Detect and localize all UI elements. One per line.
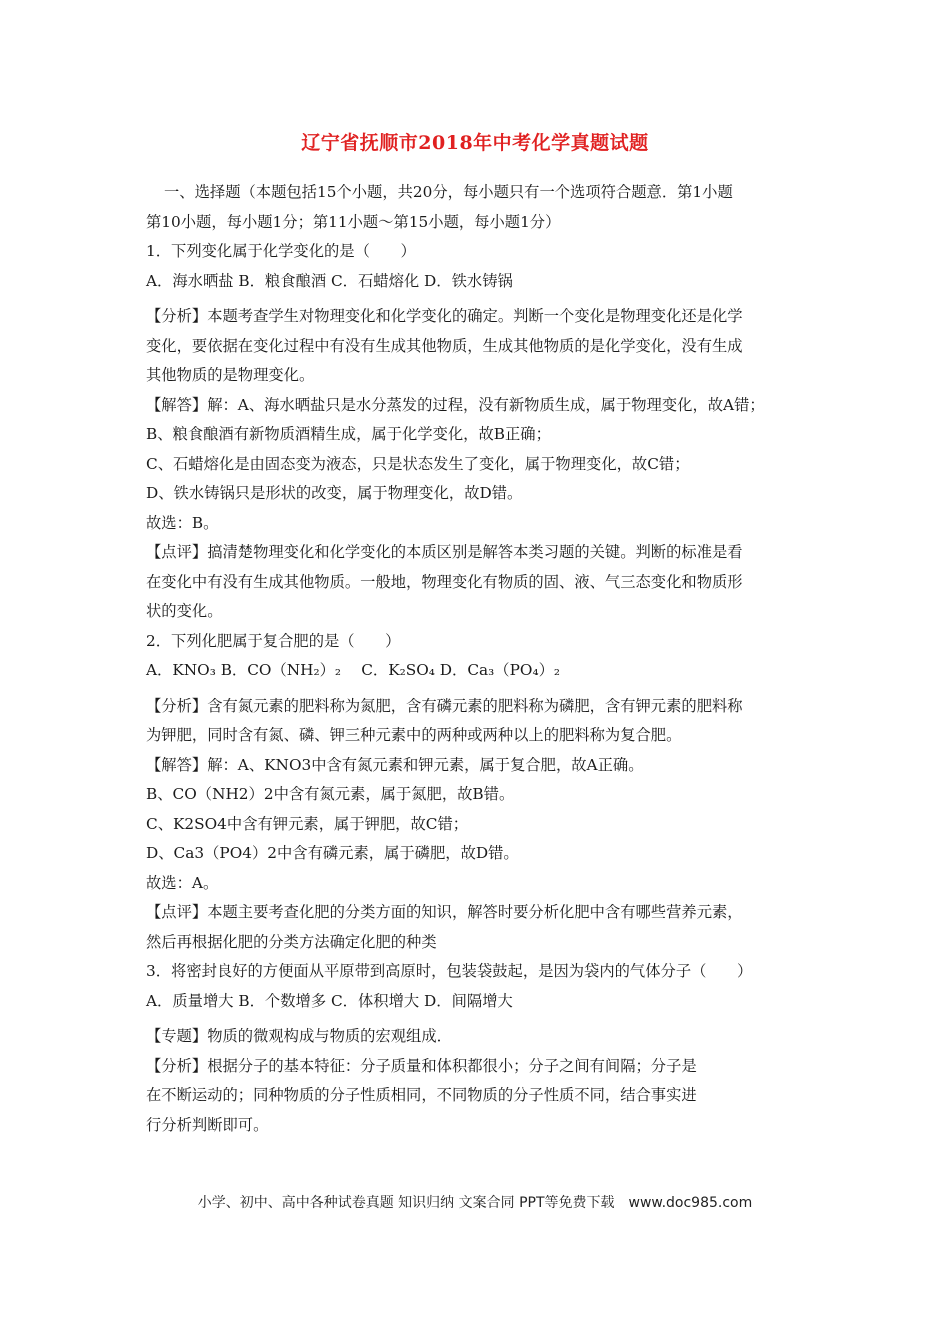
q2-answer-line-3: C、K2SO4中含有钾元素，属于钾肥，故C错；: [146, 814, 469, 833]
q1-analysis-line-2: 变化，要依据在变化过程中有没有生成其他物质，生成其他物质的是化学变化，没有生成: [146, 336, 743, 355]
q1-comment-line-2: 在变化中有没有生成其他物质。一般地，物理变化有物质的固、液、气三态变化和物质形: [146, 572, 743, 591]
question-2-options: A．KNO₃ B．CO（NH₂）₂ C．K₂SO₄ D．Ca₃（PO₄）₂: [146, 661, 561, 679]
q2-answer-line-1: 【解答】解：A、KNO3中含有氮元素和钾元素，属于复合肥，故A正确。: [146, 755, 644, 774]
q3-analysis-line-3: 行分析判断即可。: [146, 1115, 269, 1134]
q2-choice: 故选：A。: [146, 873, 219, 892]
section-heading-line-1: 一、选择题（本题包括15个小题，共20分，每小题只有一个选项符合题意．第1小题: [164, 183, 733, 201]
question-1: 1．下列变化属于化学变化的是（ ）: [146, 242, 416, 260]
question-3: 3．将密封良好的方便面从平原带到高原时，包装袋鼓起，是因为袋内的气体分子（ ）: [146, 962, 753, 980]
q3-topic: 【专题】物质的微观构成与物质的宏观组成．: [146, 1027, 452, 1045]
q1-answer-line-3: C、石蜡熔化是由固态变为液态，只是状态发生了变化，属于物理变化，故C错；: [146, 454, 690, 473]
q2-comment-line-1: 【点评】本题主要考查化肥的分类方面的知识，解答时要分析化肥中含有哪些营养元素，: [146, 903, 743, 921]
q1-comment-line-1: 【点评】搞清楚物理变化和化学变化的本质区别是解答本类习题的关键。判断的标准是看: [146, 543, 743, 561]
q2-analysis-line-1: 【分析】含有氮元素的肥料称为氮肥，含有磷元素的肥料称为磷肥，含有钾元素的肥料称: [146, 696, 743, 715]
q3-analysis-line-1: 【分析】根据分子的基本特征：分子质量和体积都很小；分子之间有间隔；分子是: [146, 1056, 697, 1075]
q2-analysis-line-2: 为钾肥，同时含有氮、磷、钾三种元素中的两种或两种以上的肥料称为复合肥。: [146, 726, 682, 744]
q1-choice: 故选：B。: [146, 513, 219, 532]
q2-answer-line-2: B、CO（NH2）2中含有氮元素，属于氮肥，故B错。: [146, 785, 515, 803]
question-3-options: A．质量增大 B．个数增多 C．体积增大 D．间隔增大: [146, 991, 513, 1010]
page-footer: 小学、初中、高中各种试卷真题 知识归纳 文案合同 PPT等免费下载 www.doc985.com: [197, 1195, 753, 1211]
question-1-options: A．海水晒盐 B．粮食酿酒 C．石蜡熔化 D．铁水铸锅: [146, 271, 513, 290]
q1-analysis-line-1: 【分析】本题考查学生对物理变化和化学变化的确定。判断一个变化是物理变化还是化学: [146, 307, 743, 325]
page-title: 辽宁省抚顺市2018年中考化学真题试题: [301, 132, 649, 154]
q1-comment-line-3: 状的变化。: [146, 602, 223, 620]
q1-answer-line-4: D、铁水铸锅只是形状的改变，属于物理变化，故D错。: [146, 484, 523, 502]
q1-answer-line-1: 【解答】解：A、海水晒盐只是水分蒸发的过程，没有新物质生成，属于物理变化，故A错；: [146, 395, 765, 414]
question-2: 2．下列化肥属于复合肥的是（ ）: [146, 631, 401, 650]
q1-analysis-line-3: 其他物质的是物理变化。: [146, 366, 315, 384]
q1-answer-line-2: B、粮食酿酒有新物质酒精生成，属于化学变化，故B正确；: [146, 425, 551, 443]
q2-answer-line-4: D、Ca3（PO4）2中含有磷元素，属于磷肥，故D错。: [146, 844, 519, 862]
section-heading-line-2: 第10小题，每小题1分；第11小题～第15小题，每小题1分）: [146, 212, 561, 231]
document-body: [146, 178, 818, 1140]
q3-analysis-line-2: 在不断运动的；同种物质的分子性质相同，不同物质的分子性质不同，结合事实进: [146, 1086, 697, 1104]
q2-comment-line-2: 然后再根据化肥的分类方法确定化肥的种类: [146, 932, 437, 951]
